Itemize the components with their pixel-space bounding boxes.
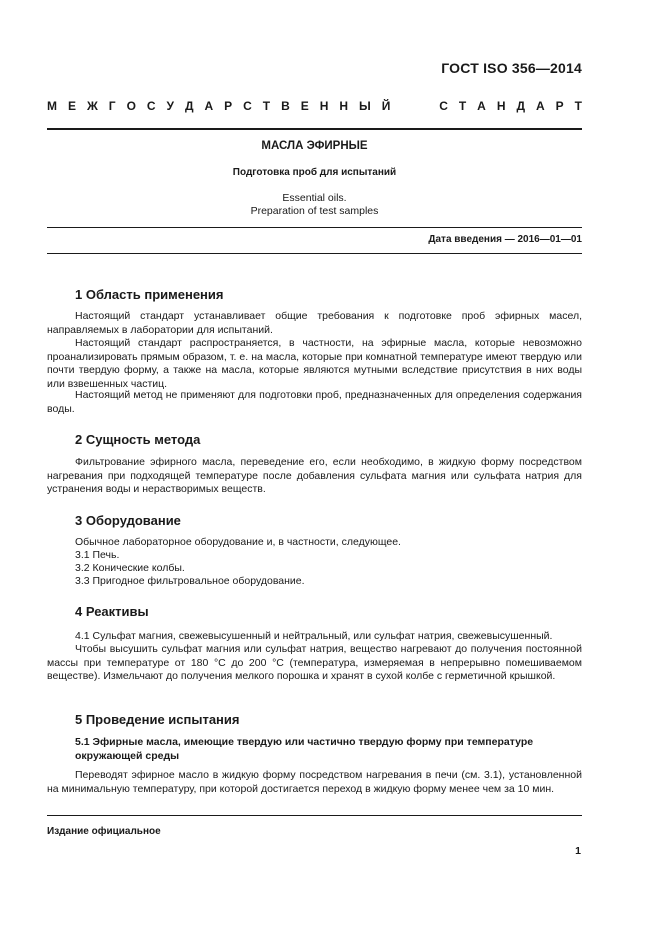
banner-letter: А <box>477 99 486 113</box>
banner-letter: Д <box>184 99 194 113</box>
section-2-heading: 2 Сущность метода <box>75 432 201 447</box>
banner-letter: Т <box>574 99 582 113</box>
banner-letter: Н <box>319 99 329 113</box>
date-rule-bottom <box>47 253 582 254</box>
introduction-date: Дата введения — 2016—01—01 <box>428 234 582 245</box>
banner-letter: В <box>281 99 290 113</box>
banner-letter: Е <box>67 99 76 113</box>
banner-letter: Н <box>496 99 506 113</box>
footer-rule <box>47 815 582 816</box>
banner-letter: Г <box>108 99 116 113</box>
section-1-paragraph-1: Настоящий стандарт устанавливает общие требования к подготовке проб эфирных масел, направляемых в лаборатории для испытаний. <box>47 310 582 336</box>
english-title-line-2: Preparation of test samples <box>250 205 379 217</box>
banner-letter: А <box>204 99 214 113</box>
interstate-standard-banner <box>47 98 582 114</box>
header-rule <box>47 128 582 130</box>
document-id: ГОСТ ISO 356—2014 <box>441 60 582 76</box>
section-5-1-heading: 5.1 Эфирные масла, имеющие твердую или частично твердую форму при температуре окружающей среды <box>75 736 534 762</box>
section-1-paragraph-2: Настоящий стандарт распространяется, в частности, на эфирные масла, которые невозможно проанализировать прямым образом, т. е. на масла, которые при комнатной температуре имеют твердую или почти твердую форму, а также на масла, которые являются мутными вследствие присутствия в них воды или взвешенных частиц. <box>47 337 582 390</box>
section-2-paragraph-1: Фильтрование эфирного масла, переведение его, если необходимо, в жидкую форму посредством нагревания при подходящей температуре после добавления сульфата магния или сульфата натрия для устранения воды и нерастворимых веществ. <box>47 456 582 495</box>
banner-letter: Т <box>262 99 271 113</box>
banner-letter: Д <box>516 99 526 113</box>
banner-letter: Ж <box>86 99 98 113</box>
section-5-paragraph-1: Переводят эфирное масло в жидкую форму посредством нагревания в печи (см. 3.1), установленной на минимальную температуру, при которой достигается переход в жидкую форму менее чем за 10 мин. <box>47 769 582 795</box>
banner-letter: С <box>439 99 448 113</box>
section-1-heading: 1 Область применения <box>75 287 224 302</box>
banner-letter: У <box>166 99 174 113</box>
standard-title: МАСЛА ЭФИРНЫЕ <box>261 140 368 152</box>
banner-letter: О <box>126 99 136 113</box>
english-title <box>47 192 582 218</box>
section-3-heading: 3 Оборудование <box>75 513 181 528</box>
english-title-line-1: Essential oils. <box>282 192 347 204</box>
page-number: 1 <box>575 845 581 857</box>
banner-letter: Ы <box>358 99 371 113</box>
official-edition-note: Издание официальное <box>47 826 161 837</box>
section-3-item-2: 3.2 Конические колбы. <box>75 562 185 574</box>
banner-letter: Е <box>300 99 309 113</box>
banner-letter: С <box>243 99 252 113</box>
section-4-paragraph-1: 4.1 Сульфат магния, свежевысушенный и нейтральный, или сульфат натрия, свежевысушенный. <box>75 630 553 642</box>
section-4-paragraph-2: Чтобы высушить сульфат магния или сульфат натрия, вещество нагревают до получения постоянной массы при температуре от 180 °С до 200 °С (температура, измеряемая в непрерывно помешиваемом веществе). Измельчают до получения мелкого порошка и хранят в сухой колбе с герметичной крышкой. <box>47 643 582 682</box>
section-5-heading: 5 Проведение испытания <box>75 712 240 727</box>
section-1-paragraph-3: Настоящий метод не применяют для подготовки проб, предназначенных для определения содержания воды. <box>47 389 582 415</box>
banner-letter: Н <box>339 99 348 113</box>
banner-letter: М <box>47 99 57 113</box>
banner-letter: Р <box>555 99 564 113</box>
section-3-intro: Обычное лабораторное оборудование и, в частности, следующее. <box>75 536 401 548</box>
banner-letter: Й <box>381 99 391 113</box>
section-3-item-1: 3.1 Печь. <box>75 549 120 561</box>
banner-letter: А <box>535 99 545 113</box>
banner-letter: Т <box>458 99 467 113</box>
section-4-heading: 4 Реактивы <box>75 604 149 619</box>
standard-subtitle: Подготовка проб для испытаний <box>232 167 397 178</box>
section-3-item-3: 3.3 Пригодное фильтровальное оборудование. <box>75 575 305 587</box>
banner-letter: Р <box>224 99 233 113</box>
date-rule-top <box>47 227 582 228</box>
banner-letter: С <box>146 99 156 113</box>
